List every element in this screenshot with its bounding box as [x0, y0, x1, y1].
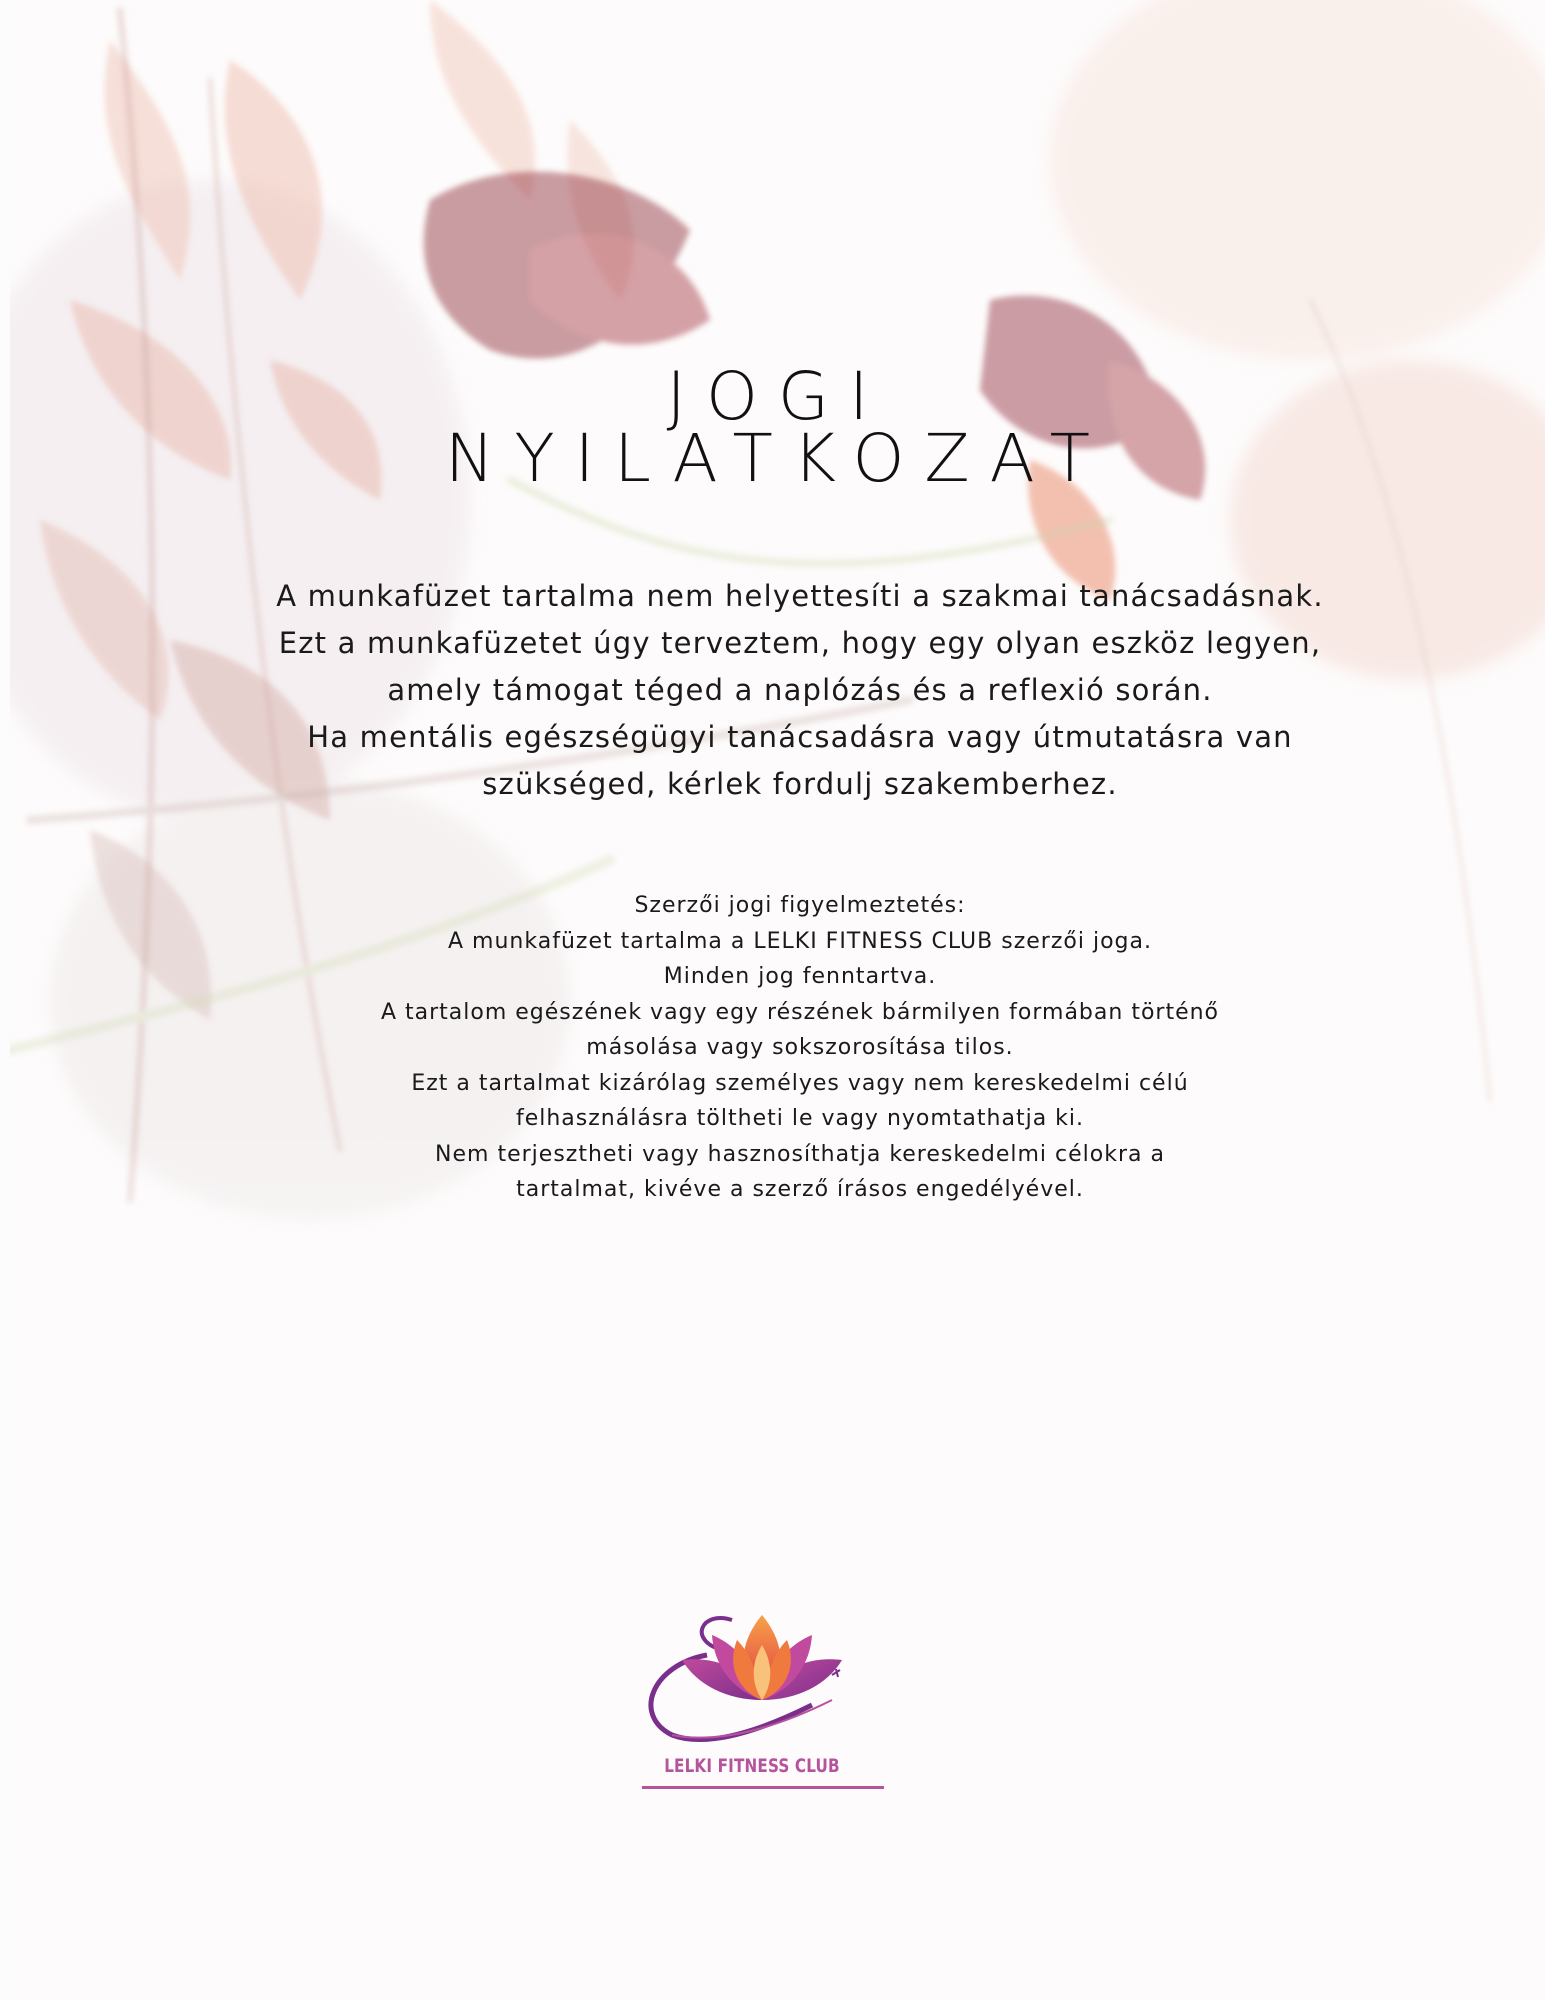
copyright-line: A tartalom egészének vagy egy részének bármilyen formában történő	[380, 999, 1220, 1025]
disclaimer-line: Ha mentális egészségügyi tanácsadásra vagy útmutatásra van	[307, 720, 1293, 754]
copyright-line: A munkafüzet tartalma a LELKI FITNESS CLUB szerzői joga.	[448, 928, 1152, 954]
brand-underline	[642, 1786, 884, 1789]
lotus-icon	[632, 1605, 892, 1755]
document-page	[10, 0, 1545, 2000]
disclaimer-line: amely támogat téged a naplózás és a reflexió során.	[387, 673, 1213, 707]
page-title-line-2: NYILATKOZAT	[445, 420, 1110, 497]
copyright-line: Ezt a tartalmat kizárólag személyes vagy nem kereskedelmi célú	[411, 1070, 1189, 1096]
copyright-line: másolása vagy sokszorosítása tilos.	[586, 1035, 1014, 1060]
copyright-line: Nem terjesztheti vagy hasznosíthatja kereskedelmi célokra a	[435, 1141, 1165, 1167]
disclaimer-line: szükséged, kérlek fordulj szakemberhez.	[482, 767, 1118, 801]
disclaimer-line: A munkafüzet tartalma nem helyettesíti a szakmai tanácsadásnak.	[276, 579, 1324, 613]
copyright-notice	[210, 888, 1390, 1208]
copyright-line: felhasználásra töltheti le vagy nyomtathatja ki.	[515, 1106, 1085, 1131]
copyright-line: tartalmat, kivéve a szerző írásos engedélyével.	[516, 1177, 1084, 1202]
disclaimer-paragraph	[210, 573, 1390, 808]
brand-name: LELKI FITNESS CLUB	[664, 1755, 840, 1777]
copyright-line: Minden jog fenntartva.	[663, 964, 937, 989]
disclaimer-line: Ezt a munkafüzetet úgy terveztem, hogy egy olyan eszköz legyen,	[278, 626, 1322, 660]
copyright-heading: Szerzői jogi figyelmeztetés:	[634, 893, 966, 918]
page-title-line-1: JOGI	[666, 358, 889, 435]
brand-logo	[632, 1605, 892, 1805]
